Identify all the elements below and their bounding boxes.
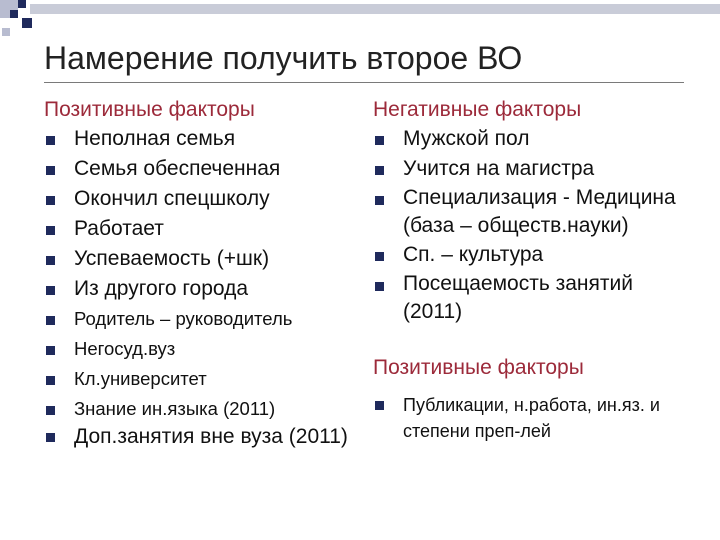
title-divider: [44, 82, 684, 83]
square-bullet-icon: [46, 166, 55, 175]
list-item: Специализация - Медицина (база – обществ.науки): [373, 184, 693, 240]
list-item: Из другого города: [44, 274, 364, 304]
list-item: Знание ин.языка (2011): [44, 394, 364, 424]
square-bullet-icon: [46, 256, 55, 265]
square-bullet-icon: [375, 136, 384, 145]
square-bullet-icon: [46, 376, 55, 385]
list-item: Кл.университет: [44, 364, 364, 394]
positive-factors-list: [44, 124, 364, 450]
positive-factors-heading-2: Позитивные факторы: [373, 356, 584, 379]
square-bullet-icon: [46, 346, 55, 355]
list-item: Доп.занятия вне вуза (2011): [44, 424, 364, 450]
square-bullet-icon: [46, 136, 55, 145]
square-bullet-icon: [46, 286, 55, 295]
positive-factors-list-2: [373, 392, 693, 444]
square-bullet-icon: [46, 316, 55, 325]
corner-decoration: [0, 0, 720, 40]
list-item: Неполная семья: [44, 124, 364, 154]
square-bullet-icon: [46, 196, 55, 205]
slide-title: Намерение получить второе ВО: [44, 40, 523, 76]
list-item: Сп. – культура: [373, 240, 693, 270]
list-item: Успеваемость (+шк): [44, 244, 364, 274]
list-item: Родитель – руководитель: [44, 304, 364, 334]
square-bullet-icon: [375, 252, 384, 261]
list-item: Семья обеспеченная: [44, 154, 364, 184]
square-bullet-icon: [46, 433, 55, 442]
negative-factors-heading: Негативные факторы: [373, 98, 582, 121]
square-bullet-icon: [375, 401, 384, 410]
square-bullet-icon: [46, 226, 55, 235]
positive-factors-heading: Позитивные факторы: [44, 98, 255, 121]
negative-factors-column: [373, 96, 693, 444]
list-item: Посещаемость занятий (2011): [373, 270, 693, 326]
square-bullet-icon: [375, 282, 384, 291]
list-item: Публикации, н.работа, ин.яз. и степени преп-лей: [373, 392, 693, 444]
list-item: Мужской пол: [373, 124, 693, 154]
square-bullet-icon: [375, 196, 384, 205]
list-item: Работает: [44, 214, 364, 244]
negative-factors-list: [373, 124, 693, 326]
square-bullet-icon: [46, 406, 55, 415]
list-item: Учится на магистра: [373, 154, 693, 184]
list-item: Негосуд.вуз: [44, 334, 364, 364]
list-item: Окончил спецшколу: [44, 184, 364, 214]
square-bullet-icon: [375, 166, 384, 175]
positive-factors-column: [44, 96, 364, 450]
